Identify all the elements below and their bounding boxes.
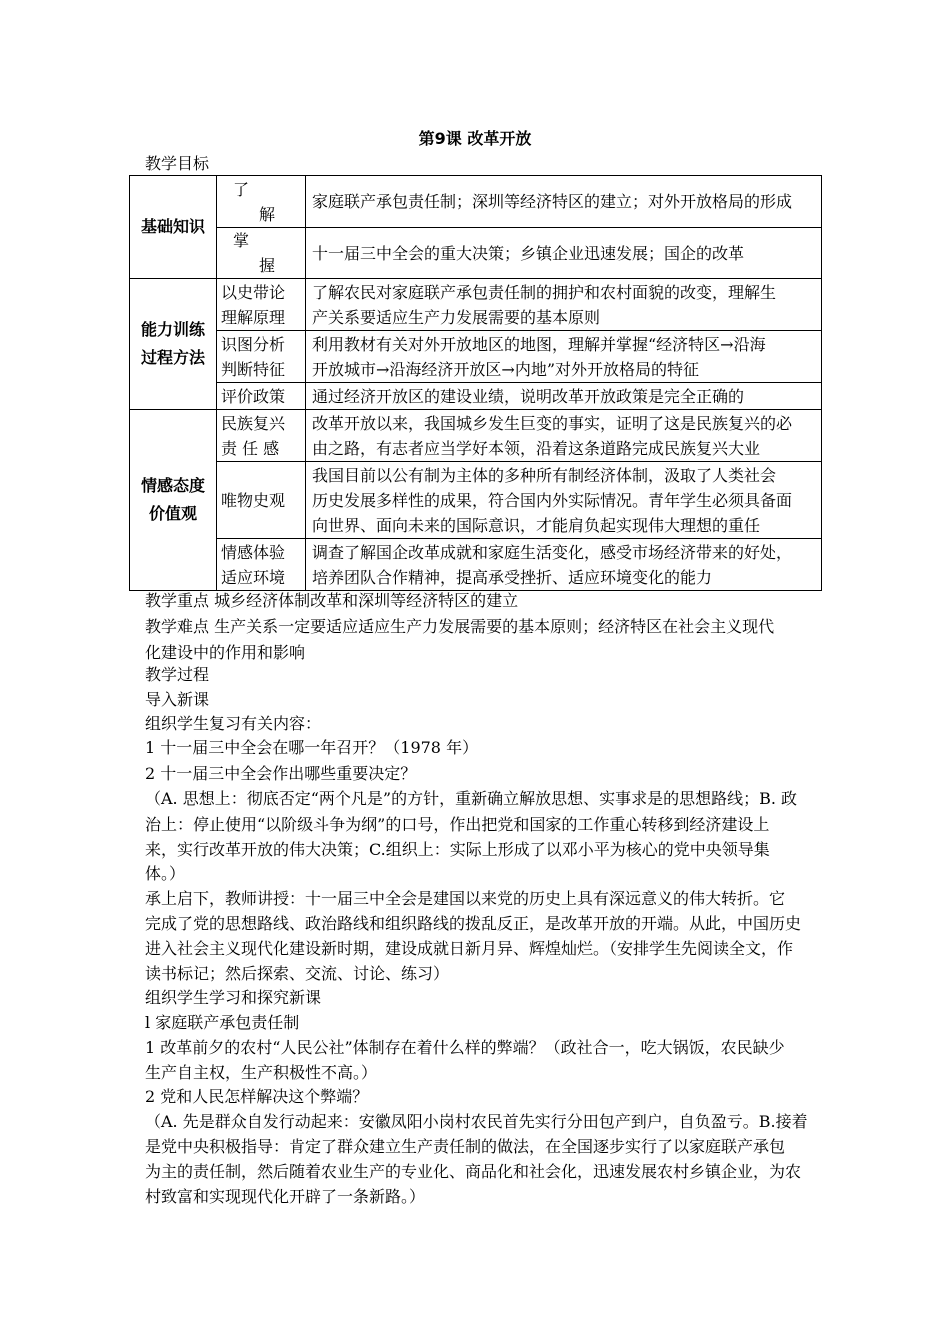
desc-line: 改革开放以来，我国城乡发生巨变的事实，证明了这是民族复兴的必 [312,413,793,433]
sub-label: 理解原理 [221,307,286,327]
body-line: 导入新课 [145,690,210,709]
desc-cell [306,279,822,331]
body-line: l 家庭联产承包责任制 [145,1013,300,1032]
sub-cell [217,410,306,462]
body-line: （A. 思想上：彻底否定“两个凡是”的方针，重新确立解放思想、实事求是的思想路线；B. 政 [145,789,798,808]
sub-label: 了 [233,179,250,199]
category-label: 能力训练 [140,320,205,339]
category-label: 情感态度 [140,476,205,495]
table-row [130,410,822,462]
table-row [130,279,822,331]
desc-cell [306,462,822,539]
desc-line: 了解农民对家庭联产承包责任制的拥护和农村面貌的改变，理解生 [312,282,777,302]
desc-cell: 家庭联产承包责任制；深圳等经济特区的建立；对外开放格局的形成 [306,176,822,228]
sub-cell [217,539,306,591]
sub-cell [217,228,306,279]
desc-line: 利用教材有关对外开放地区的地图，理解并掌握“经济特区→沿海 [312,334,766,354]
body-line: 组织学生学习和探究新课 [145,988,322,1007]
sub-cell [217,331,306,383]
sub-label: 掌 [233,231,250,250]
body-line: 1 十一届三中全会在哪一年召开？（1978 年） [145,738,479,757]
table-row [130,539,822,591]
desc-line: 我国目前以公有制为主体的多种所有制经济体制，汲取了人类社会 [312,465,777,485]
sub-cell [217,279,306,331]
sub-cell: 评价政策 [217,383,306,410]
body-line: 来，实行改革开放的伟大决策；C.组织上：实际上形成了以邓小平为核心的党中央领导集 [145,840,770,859]
sub-label: 情感体验 [221,542,286,562]
sub-label: 责 任 感 [221,438,280,458]
goals-heading: 教学目标 [145,154,210,173]
sub-label: 民族复兴 [221,413,286,433]
body-line: 生产自主权，生产积极性不高。） [145,1063,378,1082]
body-line: 1 改革前夕的农村“人民公社”体制存在着什么样的弊端？（政社合一，吃大锅饭，农民缺少 [145,1038,785,1057]
body-line: 村致富和实现现代化开辟了一条新路。） [145,1187,426,1206]
category-ability [130,279,217,410]
table-row [130,331,822,383]
category-label: 价值观 [148,504,197,523]
sub-label: 以史带论 [221,282,286,302]
category-basic [130,176,217,279]
body-line: 是党中央积极指导：肯定了群众建立生产责任制的做法，在全国逐步实行了以家庭联产承包 [145,1137,786,1156]
sub-label: 判断特征 [221,359,286,379]
body-line: 教学过程 [145,665,210,684]
body-line: 承上启下，教师讲授：十一届三中全会是建国以来党的历史上具有深远意义的伟大转折。它 [145,889,786,908]
category-emotion [130,410,217,591]
category-label: 过程方法 [140,348,205,367]
body-line: 完成了党的思想路线、政治路线和组织路线的拨乱反正，是改革开放的开端。从此，中国历史 [145,914,802,933]
desc-cell [306,331,822,383]
teaching-goals-table [129,175,822,591]
body-line: 为主的责任制，然后随着农业生产的专业化、商品化和社会化，迅速发展农村乡镇企业，为农 [145,1162,802,1181]
body-line: 2 十一届三中全会作出哪些重要决定？ [145,764,417,783]
desc-line: 由之路，有志者应当学好本领，沿着这条道路完成民族复兴大业 [312,438,761,458]
body-line: 体。） [145,864,186,883]
desc-line: 培养团队合作精神，提高承受挫折、适应环境变化的能力 [312,567,713,587]
desc-cell: 十一届三中全会的重大决策；乡镇企业迅速发展；国企的改革 [306,228,822,279]
page-title: 第9课 改革开放 [418,129,532,148]
sub-cell: 唯物史观 [217,462,306,539]
body-line: 读书标记；然后探索、交流、讨论、练习） [145,964,450,983]
category-label: 基础知识 [140,217,205,236]
desc-cell [306,410,822,462]
body-line: 教学难点 生产关系一定要适应适应生产力发展需要的基本原则；经济特区在社会主义现代 [145,617,775,636]
desc-line: 产关系要适应生产力发展需要的基本原则 [312,307,601,327]
table-row [130,383,822,410]
table-row [130,228,822,279]
desc-cell: 通过经济开放区的建设业绩，说明改革开放政策是完全正确的 [306,383,822,410]
table-row [130,462,822,539]
sub-label: 适应环境 [221,567,286,587]
body-line: （A. 先是群众自发行动起来：安徽凤阳小岗村农民首先实行分田包产到户，自负盈亏。B.接着 [145,1112,808,1131]
body-line: 化建设中的作用和影响 [145,643,306,662]
body-line: 教学重点 城乡经济体制改革和深圳等经济特区的建立 [145,591,519,610]
sub-cell [217,176,306,228]
table-row [130,176,822,228]
body-line: 进入社会主义现代化建设新时期，建设成就日新月异、辉煌灿烂。（安排学生先阅读全文，作 [145,939,794,958]
body-line: 治上：停止使用“以阶级斗争为纲”的口号，作出把党和国家的工作重心转移到经济建设上 [145,815,770,834]
body-line: 2 党和人民怎样解决这个弊端？ [145,1087,369,1106]
desc-line: 向世界、面向未来的国际意识，才能肩负起实现伟大理想的重任 [312,515,761,535]
sub-label: 识图分析 [221,334,286,354]
desc-cell [306,539,822,591]
sub-label: 握 [259,256,276,275]
desc-line: 开放城市→沿海经济开放区→内地”对外开放格局的特征 [312,359,699,379]
desc-line: 调查了解国企改革成就和家庭生活变化，感受市场经济带来的好处， [312,542,793,562]
desc-line: 历史发展多样性的成果，符合国内外实际情况。青年学生必须具备面 [312,490,793,510]
sub-label: 解 [259,204,276,224]
body-line: 组织学生复习有关内容： [145,714,322,733]
